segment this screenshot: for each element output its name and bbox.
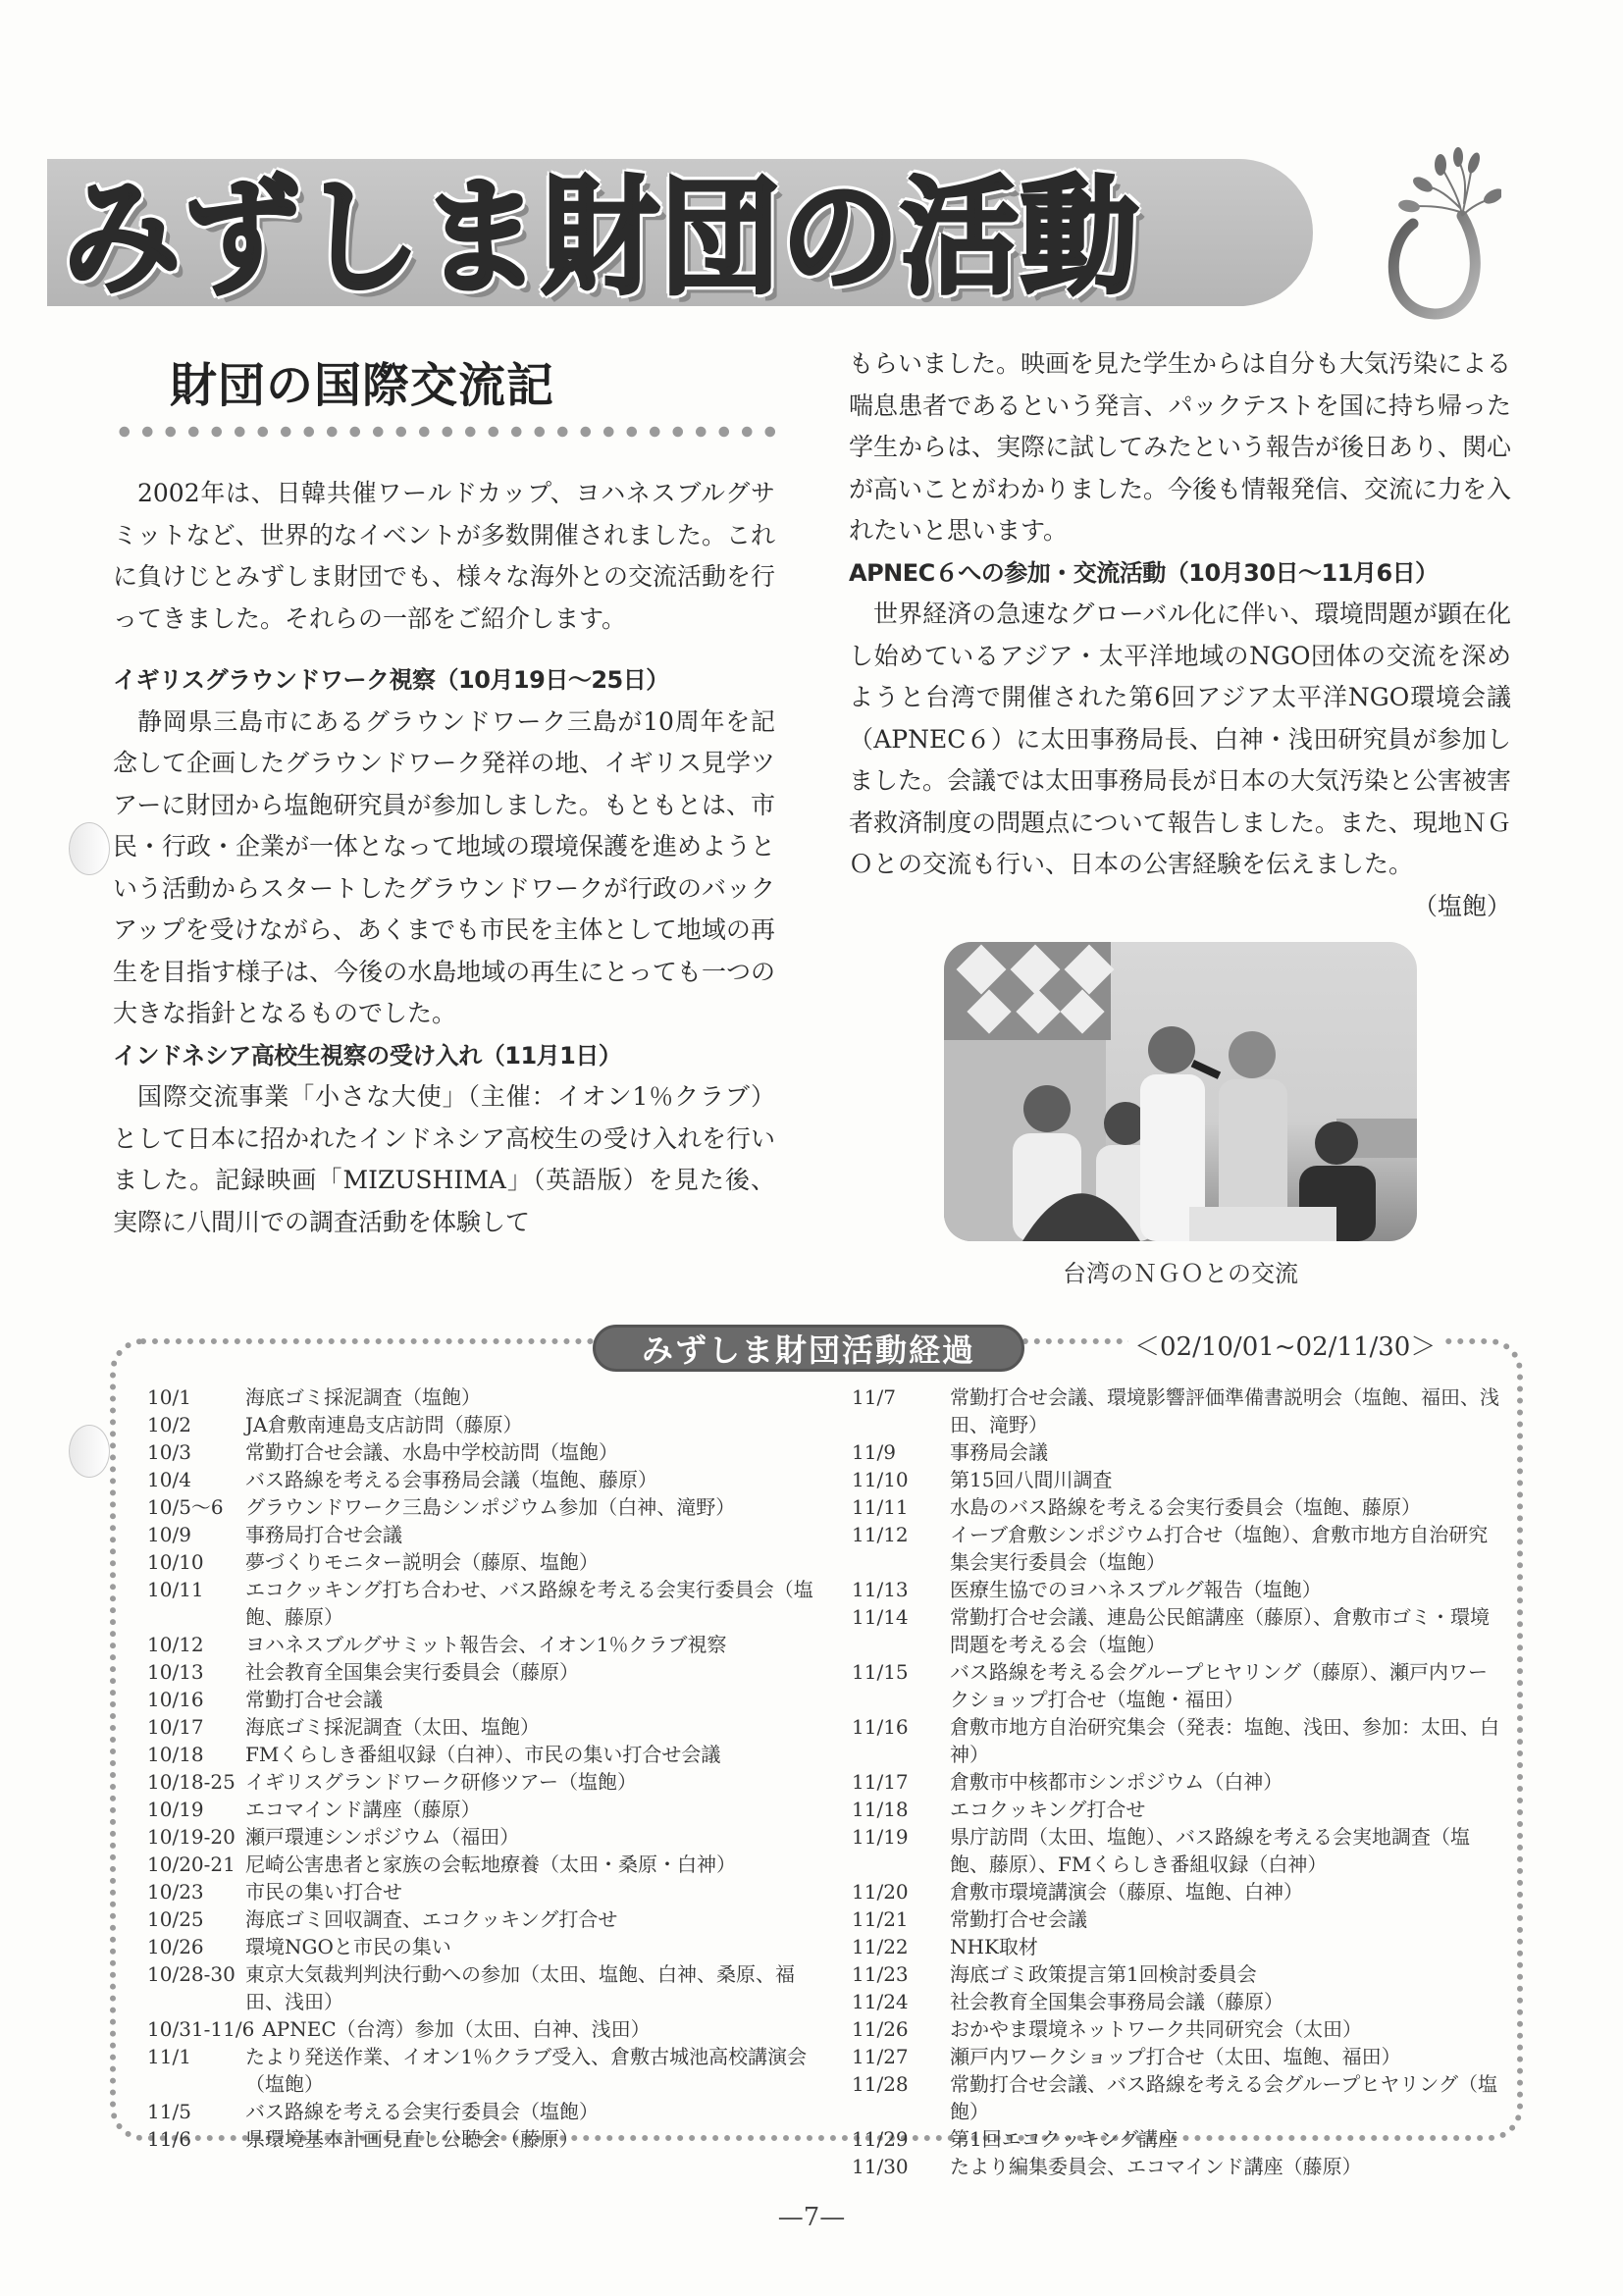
- timeline-entry: [852, 1796, 1499, 1823]
- timeline-activity: FMくらしき番組収録（白神）、市民の集い打合せ会議: [245, 1743, 721, 1766]
- timeline-entry: [147, 1713, 814, 1741]
- timeline-activity: NHK取材: [950, 1935, 1038, 1958]
- timeline-entry: [852, 1988, 1499, 2015]
- timeline-date: 11/20: [852, 1880, 909, 1904]
- timeline-entry: [147, 1411, 814, 1438]
- section-heading-indonesia: インドネシア高校生視察の受け入れ（11月1日）: [113, 1041, 622, 1070]
- timeline-entry: [852, 2125, 1499, 2153]
- timeline-entry: [852, 1493, 1499, 1521]
- timeline-entry: [147, 1741, 814, 1768]
- dotted-divider: [113, 424, 775, 440]
- timeline-date: 11/17: [852, 1770, 909, 1794]
- timeline-date: 11/26: [852, 2017, 909, 2041]
- timeline-entry: [852, 1658, 1499, 1713]
- timeline-entry: [852, 1878, 1499, 1905]
- timeline-entry: [852, 1823, 1499, 1878]
- timeline-date: 11/28: [852, 2072, 909, 2096]
- section-body-indonesia-part1: 国際交流事業「小さな大使」（主催：イオン1％クラブ）として日本に招かれたインドネシア高校生の受け入れを行いました。記録映画「MIZUSHIMA」（英語版）を見た後、実際に八間川での調査活動を体験して: [113, 1082, 775, 1236]
- timeline-date: 10/19: [147, 1798, 204, 1821]
- timeline-activity: 海底ゴミ政策提言第1回検討委員会: [950, 1962, 1257, 1986]
- timeline-entry: [852, 1383, 1499, 1438]
- timeline-date: 10/17: [147, 1715, 204, 1739]
- timeline-entry: [147, 1933, 814, 1960]
- timeline-activity: 第15回八間川調査: [950, 1468, 1113, 1491]
- timeline-date: 11/27: [852, 2045, 909, 2068]
- timeline-activity: 海底ゴミ採泥調査（太田、塩飽）: [245, 1715, 540, 1739]
- article-column-right: [849, 343, 1511, 927]
- timeline-entry: [147, 1383, 814, 1411]
- timeline-date: 10/3: [147, 1440, 191, 1464]
- timeline-activity: たより発送作業、イオン1％クラブ受入、倉敷古城池高校講演会（塩飽）: [245, 2045, 808, 2096]
- timeline-activity: 県環境基本計画見直し公聴会（藤原）: [245, 2127, 579, 2151]
- apnec-text: 世界経済の急速なグローバル化に伴い、環境問題が顕在化し始めているアジア・太平洋地域のNGO団体の交流を深めようと台湾で開催された第6回アジア太平洋NGO環境会議（APNEC６）に太田事務局長、白神・浅田研究員が参加しました。会議では太田事務局長が日本の大気汚染と公害被害者救済制度の問題点について報告しました。また、現地ＮＧＯとの交流も行い、日本の公害経験を伝えました。: [849, 600, 1512, 878]
- section-heading-uk: イギリスグラウンドワーク視察（10月19日～25日）: [113, 666, 669, 694]
- timeline-entry: [852, 1933, 1499, 1960]
- timeline-date: 10/12: [147, 1633, 204, 1656]
- timeline-activity: イギリスグランドワーク研修ツアー（塩飽）: [245, 1770, 637, 1794]
- timeline-activity: 社会教育全国集会事務局会議（藤原）: [950, 1990, 1283, 2013]
- timeline-date: 11/13: [852, 1578, 909, 1601]
- timeline-activity: 東京大気裁判判決行動への参加（太田、塩飽、白神、桑原、福田、浅田）: [245, 1962, 795, 2013]
- timeline-date: 11/6: [147, 2127, 191, 2151]
- timeline-date: 11/12: [852, 1523, 909, 1546]
- timeline-entry: [852, 1768, 1499, 1796]
- timeline-activity: 水島のバス路線を考える会実行委員会（塩飽、藤原）: [950, 1495, 1421, 1519]
- timeline-activity: 海底ゴミ回収調査、エコクッキング打合せ: [245, 1907, 618, 1931]
- timeline-entry: [852, 1603, 1499, 1658]
- timeline-activity: エコマインド講座（藤原）: [245, 1798, 481, 1821]
- timeline-activity: 常勤打合せ会議、バス路線を考える会グループヒヤリング（塩飽）: [950, 2072, 1497, 2123]
- article-column-left: [113, 343, 775, 1243]
- timeline-activity: 倉敷市地方自治研究集会（発表：塩飽、浅田、参加：太田、白神）: [950, 1715, 1499, 1766]
- timeline-entry: [147, 1493, 814, 1521]
- timeline-date-range: ＜02/10/01~02/11/30＞: [1128, 1325, 1441, 1370]
- timeline-entry: [147, 1960, 814, 2015]
- timeline-activity: ヨハネスブルグサミット報告会、イオン1％クラブ視察: [245, 1633, 727, 1656]
- timeline-date: 11/23: [852, 1962, 909, 1986]
- section-body-uk: 静岡県三島市にあるグラウンドワーク三島が10周年を記念して企画したグラウンドワーク発祥の地、イギリス見学ツアーに財団から塩飽研究員が参加しました。もともとは、市民・行政・企業が一体となって地域の環境保護を進めようという活動からスタートしたグラウンドワークが行政のバックアップを受けながら、あくまでも市民を主体として地域の再生を目指す様子は、今後の水島地域の再生にとっても一つの大きな指針となるものでした。: [113, 706, 776, 1027]
- timeline-activity: グラウンドワーク三島シンポジウム参加（白神、滝野）: [245, 1495, 736, 1519]
- timeline-date: 10/20-21: [147, 1852, 236, 1876]
- timeline-date: 11/14: [852, 1605, 909, 1629]
- timeline-date: 11/5: [147, 2100, 191, 2123]
- timeline-activity: 常勤打合せ会議: [950, 1907, 1087, 1931]
- timeline-entry: [147, 1851, 814, 1878]
- timeline-entry: [852, 1576, 1499, 1603]
- timeline-date: 11/24: [852, 1990, 909, 2013]
- timeline-date: 11/21: [852, 1907, 909, 1931]
- timeline-date: 10/4: [147, 1468, 191, 1491]
- timeline-activity: JA倉敷南連島支店訪問（藤原）: [245, 1413, 523, 1436]
- timeline-entry: [147, 1878, 814, 1905]
- timeline-activity: バス路線を考える会事務局会議（塩飽、藤原）: [245, 1468, 657, 1491]
- timeline-activity: バス路線を考える会実行委員会（塩飽）: [245, 2100, 599, 2123]
- timeline-activity: 尼崎公害患者と家族の会転地療養（太田・桑原・白神）: [245, 1852, 736, 1876]
- timeline-date: 11/10: [852, 1468, 909, 1491]
- timeline-activity: エコクッキング打合せ: [950, 1798, 1146, 1821]
- timeline-activity: バス路線を考える会グループヒヤリング（藤原）、瀬戸内ワークショップ打合せ（塩飽・福田）: [950, 1660, 1488, 1711]
- punch-hole: [69, 822, 110, 875]
- timeline-date: 11/1: [147, 2045, 191, 2068]
- timeline-date: 10/28-30: [147, 1962, 236, 1986]
- timeline-activity: 常勤打合せ会議、連島公民館講座（藤原）、倉敷市ゴミ・環境問題を考える会（塩飽）: [950, 1605, 1490, 1656]
- timeline-date: 10/9: [147, 1523, 191, 1546]
- timeline-entry: [147, 1768, 814, 1796]
- timeline-entry: [147, 1823, 814, 1851]
- section-heading-apnec: APNEC６への参加・交流活動（10月30日～11月6日）: [849, 558, 1439, 587]
- page-number: —7—: [777, 2203, 846, 2232]
- timeline-entry: [147, 1686, 814, 1713]
- timeline-date: 11/18: [852, 1798, 909, 1821]
- timeline-date: 10/25: [147, 1907, 204, 1931]
- author-signature: （塩飽）: [1412, 891, 1511, 920]
- timeline-entry: [147, 1438, 814, 1466]
- sprouting-ring-logo-icon: [1384, 147, 1501, 324]
- timeline-date: 10/11: [147, 1578, 204, 1601]
- timeline-date: 11/16: [852, 1715, 909, 1739]
- timeline-entry: [852, 1713, 1499, 1768]
- timeline-date: 11/29: [852, 2127, 909, 2151]
- timeline-activity: たより編集委員会、エコマインド講座（藤原）: [950, 2155, 1362, 2178]
- timeline-activity: 常勤打合せ会議、環境影響評価準備書説明会（塩飽、福田、浅田、滝野）: [950, 1385, 1499, 1436]
- timeline-list-left: [147, 1383, 814, 2153]
- timeline-activity: 市民の集い打合せ: [245, 1880, 402, 1904]
- timeline-entry: [147, 1796, 814, 1823]
- timeline-entry: [147, 1905, 814, 1933]
- timeline-entry: [852, 1438, 1499, 1466]
- timeline-activity: 事務局会議: [950, 1440, 1048, 1464]
- timeline-date: 10/18: [147, 1743, 204, 1766]
- timeline-entry: [147, 1576, 814, 1631]
- timeline-activity: APNEC（台湾）参加（太田、白神、浅田）: [262, 2017, 651, 2041]
- timeline-date: 11/30: [852, 2155, 909, 2178]
- timeline-date: 11/11: [852, 1495, 909, 1519]
- timeline-activity: エコクッキング打ち合わせ、バス路線を考える会実行委員会（塩飽、藤原）: [245, 1578, 813, 1629]
- timeline-entry: [852, 2043, 1499, 2070]
- timeline-date: 10/26: [147, 1935, 204, 1958]
- timeline-date: 10/31-11/6: [147, 2017, 255, 2041]
- timeline-activity: 瀬戸内ワークショップ打合せ（太田、塩飽、福田）: [950, 2045, 1401, 2068]
- timeline-entry: [852, 2015, 1499, 2043]
- timeline-date: 10/16: [147, 1688, 204, 1711]
- section-body-apnec: [849, 594, 1512, 920]
- timeline-entry: [147, 1521, 814, 1548]
- timeline-entry: [852, 1521, 1499, 1576]
- timeline-date: 11/15: [852, 1660, 909, 1684]
- article-title: 財団の国際交流記: [170, 358, 555, 413]
- timeline-date: 10/19-20: [147, 1825, 236, 1849]
- timeline-date: 10/2: [147, 1413, 191, 1436]
- timeline-list-right: [852, 1383, 1499, 2180]
- timeline-date: 10/18-25: [147, 1770, 236, 1794]
- timeline-date: 10/5～6: [147, 1495, 224, 1519]
- timeline-activity: 常勤打合せ会議: [245, 1688, 383, 1711]
- timeline-activity: イーブ倉敷シンポジウム打合せ（塩飽）、倉敷市地方自治研究集会実行委員会（塩飽）: [950, 1523, 1489, 1574]
- page-title: みずしま財団の活動: [63, 165, 1140, 313]
- timeline-entry: [147, 1631, 814, 1658]
- timeline-activity: 常勤打合せ会議、水島中学校訪問（塩飽）: [245, 1440, 618, 1464]
- timeline-title: みずしま財団活動経過: [593, 1325, 1024, 1372]
- timeline-entry: [147, 2043, 814, 2098]
- timeline-activity: おかやま環境ネットワーク共同研究会（太田）: [950, 2017, 1362, 2041]
- article-intro: 2002年は、日韓共催ワールドカップ、ヨハネスブルグサミットなど、世界的なイベントが多数開催されました。これに負けじとみずしま財団でも、様々な海外との交流活動を行ってきました。それらの一部をご紹介します。: [113, 479, 776, 633]
- timeline-activity: 倉敷市環境講演会（藤原、塩飽、白神）: [950, 1880, 1303, 1904]
- timeline-entry: [852, 1960, 1499, 1988]
- timeline-entry: [147, 1658, 814, 1686]
- timeline-date: 11/7: [852, 1385, 896, 1409]
- timeline-activity: 第1回エコクッキング講座: [950, 2127, 1178, 2151]
- timeline-date: 10/1: [147, 1385, 191, 1409]
- timeline-entry: [852, 1466, 1499, 1493]
- photo-caption: 台湾のＮＧＯとの交流: [1063, 1260, 1298, 1287]
- timeline-entry: [147, 2098, 814, 2125]
- timeline-entry: [147, 1466, 814, 1493]
- timeline-entry: [852, 2153, 1499, 2180]
- timeline-entry: [852, 2070, 1499, 2125]
- timeline-activity: 倉敷市中核都市シンポジウム（白神）: [950, 1770, 1283, 1794]
- timeline-activity: 社会教育全国集会実行委員会（藤原）: [245, 1660, 579, 1684]
- timeline-date: 10/10: [147, 1550, 204, 1574]
- timeline-entry: [147, 2125, 814, 2153]
- timeline-activity: 医療生協でのヨハネスブルグ報告（塩飽）: [950, 1578, 1322, 1601]
- timeline-activity: 環境NGOと市民の集い: [245, 1935, 451, 1958]
- timeline-activity: 県庁訪問（太田、塩飽）、バス路線を考える会実地調査（塩飽、藤原）、FMくらしき番組収録（白神）: [950, 1825, 1470, 1876]
- event-photo: [944, 942, 1417, 1241]
- punch-hole: [69, 1425, 110, 1478]
- timeline-entry: [852, 1905, 1499, 1933]
- timeline-date: 11/9: [852, 1440, 896, 1464]
- timeline-entry: [147, 1548, 814, 1576]
- timeline-date: 11/19: [852, 1825, 909, 1849]
- timeline-activity: 海底ゴミ採泥調査（塩飽）: [245, 1385, 481, 1409]
- timeline-date: 11/22: [852, 1935, 909, 1958]
- timeline-date: 10/23: [147, 1880, 204, 1904]
- section-body-indonesia-part2: もらいました。映画を見た学生からは自分も大気汚染による喘息患者であるという発言、パックテストを国に持ち帰った学生からは、実際に試してみたという報告が後日あり、関心が高いことがわかりました。今後も情報発信、交流に力を入れたいと思います。: [849, 349, 1512, 545]
- timeline-activity: 瀬戸環連シンポジウム（福田）: [245, 1825, 520, 1849]
- timeline-entry: [147, 2015, 814, 2043]
- timeline-activity: 事務局打合せ会議: [245, 1523, 402, 1546]
- timeline-date: 10/13: [147, 1660, 204, 1684]
- timeline-activity: 夢づくりモニター説明会（藤原、塩飽）: [245, 1550, 599, 1574]
- photo-scene: [944, 942, 1417, 1241]
